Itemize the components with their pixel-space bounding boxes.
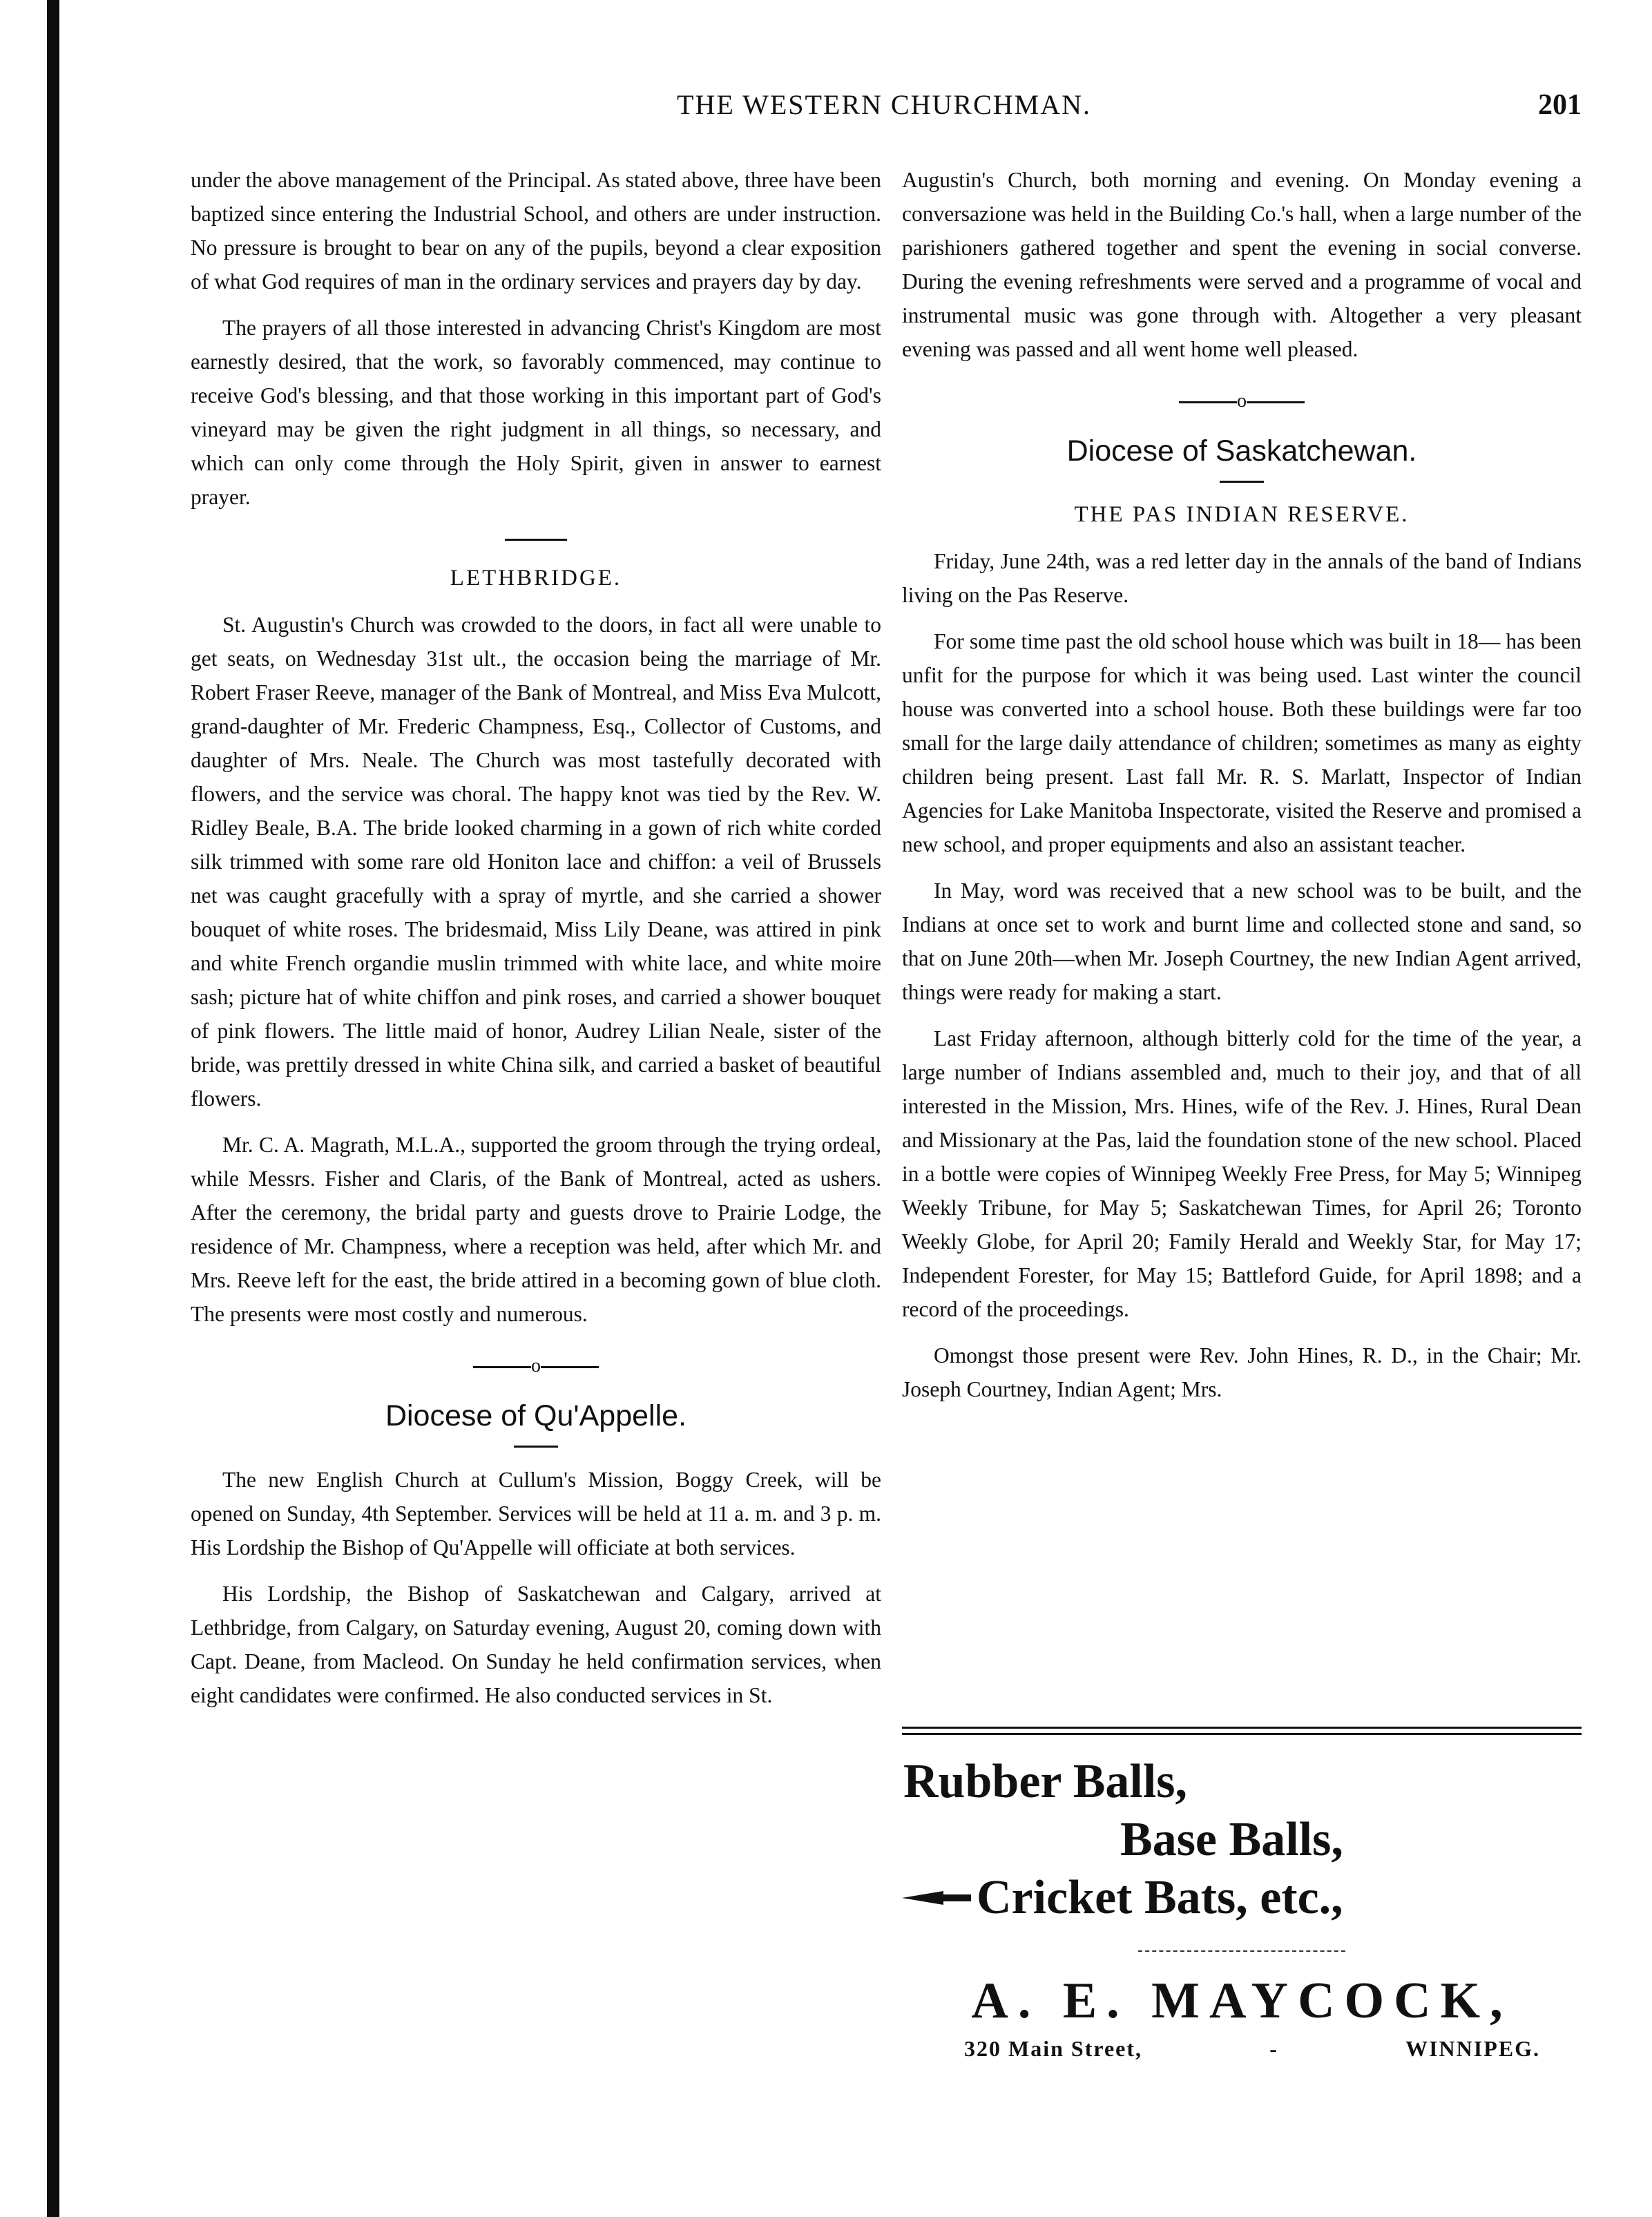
ad-line-rubber-balls: Rubber Balls, <box>903 1755 1188 1808</box>
paragraph: Last Friday afternoon, although bitterly cold for the time of the year, a large number of Indians assembled and, much to their joy, and that of all interested in the Mission, Mrs. Hines, wife of the Rev. J. Hines, Rural Dean and Missionary at the Pas, laid the foundation stone of the new school. Placed in a bottle were copies of Winnipeg Weekly Free Press, for May 5; Winnipeg Weekly Tribune, for May 5; Saskatchewan Times, for April 26; Toronto Weekly Globe, for April 20; Family Herald and Weekly Star, for May 17; Independent Forester, for May 15; Battleford Guide, for April 1898; and a record of the proceedings. <box>902 1026 1582 1321</box>
section-separator: o <box>191 1349 881 1383</box>
diocese-heading-quappelle: Diocese of Qu'Appelle. <box>385 1399 687 1432</box>
ad-border-rule <box>902 1727 1582 1735</box>
paragraph: His Lordship, the Bishop of Saskatchewan and Calgary, arrived at Lethbridge, from Calgary, on Saturday evening, August 20, coming down with Capt. Deane, from Macleod. On Sunday he held confirmation services, when eight candidates were confirmed. He also conducted services in St. <box>191 1582 881 1707</box>
page-header <box>186 88 1582 130</box>
page-spine-shadow <box>47 0 59 2217</box>
paragraph: The prayers of all those interested in advancing Christ's Kingdom are most earnestly desired, that the work, so favorably commenced, may continue to receive God's blessing, and that those working in this important part of God's vineyard may be given the right judgment in all things, so necessary, and which can only come through the Holy Spirit, given in answer to earnest prayer. <box>191 316 881 509</box>
ad-divider <box>1138 1950 1345 1952</box>
ad-line-base-balls: Base Balls, <box>1120 1813 1343 1866</box>
paragraph: The new English Church at Cullum's Mission, Boggy Creek, will be opened on Sunday, 4th September. Services will be held at 11 a. m. and 3 p. m. His Lordship the Bishop of Qu'Appelle will officiate at both services. <box>191 1468 881 1559</box>
paragraph: under the above management of the Principal. As stated above, three have been baptized since entering the Industrial School, and others are under instruction. No pressure is brought to bear on any of the pupils, beyond a clear exposition of what God requires of man in the ordinary services and prayers day by day. <box>191 168 881 294</box>
paragraph: Mr. C. A. Magrath, M.L.A., supported the groom through the trying ordeal, while Messrs. Fisher and Claris, of the Bank of Montreal, acted as ushers. After the ceremony, the bridal party and guests drove to Prairie Lodge, the residence of Mr. Champness, where a reception was held, after which Mr. and Mrs. Reeve left for the east, the bride attired in a becoming gown of blue cloth. The presents were most costly and numerous. <box>191 1133 881 1326</box>
paragraph: Omongst those present were Rev. John Hines, R. D., in the Chair; Mr. Joseph Courtney, Indian Agent; Mrs. <box>902 1343 1582 1401</box>
pointing-hand-icon <box>902 1891 943 1905</box>
section-heading-pas-reserve: THE PAS INDIAN RESERVE. <box>1074 502 1410 527</box>
ad-city: WINNIPEG. <box>1405 2036 1540 2061</box>
diocese-heading-saskatchewan: Diocese of Saskatchewan. <box>1066 434 1417 468</box>
section-separator: o <box>902 384 1582 418</box>
section-heading-lethbridge: LETHBRIDGE. <box>450 566 622 591</box>
paragraph: Augustin's Church, both morning and evening. On Monday evening a conversazione was held in the Building Co.'s hall, when a large number of the parishioners gathered together and spent the evening in social converse. During the evening refreshments were served and a programme of vocal and instrumental music was gone through with. Altogether a very pleasant evening was passed and all went home well pleased. <box>902 168 1582 361</box>
page-number: 201 <box>1538 89 1582 121</box>
ad-merchant-name: A. E. MAYCOCK, <box>971 1973 1512 2029</box>
right-column <box>902 163 1582 1419</box>
left-column <box>191 163 881 1725</box>
ad-dash: - <box>1269 2036 1278 2061</box>
paragraph: For some time past the old school house which was built in 18— has been unfit for the purpose for which it was being used. Last winter the council house was converted into a school house. Both these buildings were far too small for the large daily attendance of children; sometimes as many as eighty children being present. Last fall Mr. R. S. Marlatt, Inspector of Indian Agencies for Lake Manitoba Inspectorate, visited the Reserve and promised a new school, and proper equipments and also an assistant teacher. <box>902 629 1582 856</box>
ad-address <box>902 2036 1582 2062</box>
paragraph: In May, word was received that a new school was to be built, and the Indians at once set to work and burnt lime and collected stone and sand, so that on June 20th—when Mr. Joseph Courtney, the new Indian Agent arrived, things were ready for making a start. <box>902 879 1582 1004</box>
advertisement <box>902 1727 1582 2086</box>
ad-line-cricket-bats: Cricket Bats, etc., <box>902 1869 1582 1927</box>
divider <box>505 539 567 541</box>
paragraph: St. Augustin's Church was crowded to the doors, in fact all were unable to get seats, on Wednesday 31st ult., the occasion being the marriage of Mr. Robert Fraser Reeve, manager of the Bank of Montreal, and Miss Eva Mulcott, grand-daughter of Mr. Frederic Champness, Esq., Collector of Customs, and daughter of Mrs. Neale. The Church was most tastefully decorated with flowers, and the service was choral. The happy knot was tied by the Rev. W. Ridley Beale, B.A. The bride looked charming in a gown of rich white corded silk trimmed with some rare old Honiton lace and chiffon: a veil of Brussels net was caught gracefully with a spray of myrtle, and she carried a shower bouquet of white roses. The bridesmaid, Miss Lily Deane, was attired in pink and white French organdie muslin trimmed with white lace, and white moire sash; picture hat of white chiffon and pink roses, and carried a shower bouquet of pink flowers. The little maid of honor, Audrey Lilian Neale, sister of the bride, was prettily dressed in white China silk, and carried a basket of beautiful flowers. <box>191 613 881 1111</box>
ad-street: 320 Main Street, <box>964 2036 1143 2061</box>
paragraph: Friday, June 24th, was a red letter day in the annals of the band of Indians living on the Pas Reserve. <box>902 549 1582 607</box>
running-title: THE WESTERN CHURCHMAN. <box>677 89 1091 120</box>
divider <box>1220 481 1264 483</box>
divider <box>514 1446 558 1448</box>
